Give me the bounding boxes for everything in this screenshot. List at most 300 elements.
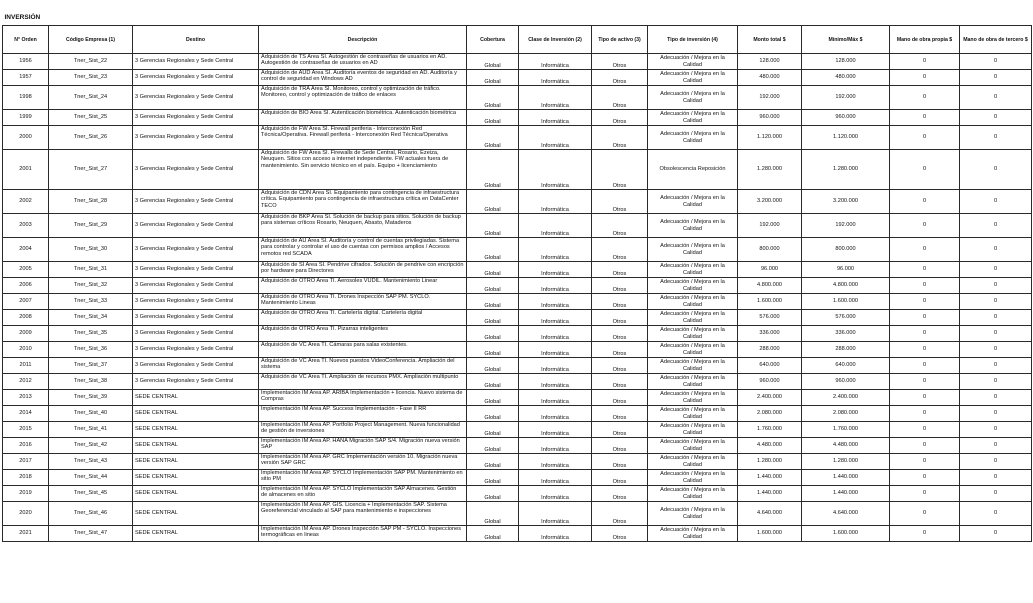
cell-investment-class: Informática	[519, 190, 592, 214]
cell-min-amount: 1.280.000	[802, 454, 890, 470]
cell-asset-type: Otros	[592, 470, 648, 486]
cell-investment-class: Informática	[519, 126, 592, 150]
cell-labor-third: 0	[960, 422, 1032, 438]
cell-destination: SEDE CENTRAL	[133, 406, 259, 422]
cell-labor-third: 0	[960, 262, 1032, 278]
table-row	[3, 342, 1032, 358]
cell-total-amount: 1.280.000	[738, 454, 802, 470]
cell-total-amount: 4.640.000	[738, 502, 802, 526]
cell-row-number: 2012	[3, 374, 49, 390]
cell-labor-own: 0	[890, 390, 960, 406]
cell-labor-own: 0	[890, 86, 960, 110]
cell-company-code: Tner_Sist_26	[49, 126, 133, 150]
cell-row-number: 1998	[3, 86, 49, 110]
cell-description: Adquisición de OTRO Area TI. Aerosoles VUDIL. Mantenimiento Linear	[259, 278, 467, 294]
cell-labor-own: 0	[890, 238, 960, 262]
header-labor-own: Mano de obra propia $	[890, 26, 960, 54]
header-inv-type: Tipo de inversión (4)	[648, 26, 738, 54]
cell-investment-class: Informática	[519, 110, 592, 126]
cell-coverage: Global	[467, 214, 519, 238]
cell-coverage: Global	[467, 86, 519, 110]
cell-company-code: Tner_Sist_37	[49, 358, 133, 374]
cell-destination: 3 Gerencias Regionales y Sede Central	[133, 126, 259, 150]
cell-min-amount: 288.000	[802, 342, 890, 358]
cell-description: Adquisición de FW Area SI. Firewall periferia - Interconexión Red Técnica/Operativa. Firewall periferia - Interconexión Red Técnica/Operativa	[259, 126, 467, 150]
cell-coverage: Global	[467, 390, 519, 406]
cell-investment-class: Informática	[519, 438, 592, 454]
cell-total-amount: 3.200.000	[738, 190, 802, 214]
cell-labor-third: 0	[960, 54, 1032, 70]
cell-company-code: Tner_Sist_34	[49, 310, 133, 326]
cell-total-amount: 192.000	[738, 214, 802, 238]
cell-destination: 3 Gerencias Regionales y Sede Central	[133, 342, 259, 358]
cell-min-amount: 2.080.000	[802, 406, 890, 422]
table-row	[3, 294, 1032, 310]
cell-total-amount: 1.760.000	[738, 422, 802, 438]
cell-investment-type: Adecuación / Mejora en la Calidad	[648, 126, 738, 150]
cell-labor-own: 0	[890, 214, 960, 238]
cell-investment-type: Adecuación / Mejora en la Calidad	[648, 310, 738, 326]
cell-row-number: 2009	[3, 326, 49, 342]
cell-total-amount: 192.000	[738, 86, 802, 110]
cell-company-code: Tner_Sist_27	[49, 150, 133, 190]
cell-description: Implementación IM Area AP. GRC Implementación versión 10. Migración nueva versión SAP GRC	[259, 454, 467, 470]
cell-labor-own: 0	[890, 278, 960, 294]
cell-destination: 3 Gerencias Regionales y Sede Central	[133, 278, 259, 294]
cell-min-amount: 1.600.000	[802, 294, 890, 310]
cell-investment-class: Informática	[519, 262, 592, 278]
cell-investment-class: Informática	[519, 310, 592, 326]
cell-total-amount: 2.400.000	[738, 390, 802, 406]
cell-labor-third: 0	[960, 126, 1032, 150]
cell-company-code: Tner_Sist_33	[49, 294, 133, 310]
cell-destination: SEDE CENTRAL	[133, 526, 259, 542]
table-row	[3, 278, 1032, 294]
cell-coverage: Global	[467, 502, 519, 526]
cell-coverage: Global	[467, 110, 519, 126]
cell-labor-own: 0	[890, 502, 960, 526]
cell-min-amount: 192.000	[802, 214, 890, 238]
cell-coverage: Global	[467, 278, 519, 294]
cell-total-amount: 800.000	[738, 238, 802, 262]
cell-labor-third: 0	[960, 310, 1032, 326]
cell-investment-type: Adecuación / Mejora en la Calidad	[648, 526, 738, 542]
cell-destination: 3 Gerencias Regionales y Sede Central	[133, 214, 259, 238]
cell-company-code: Tner_Sist_29	[49, 214, 133, 238]
cell-destination: 3 Gerencias Regionales y Sede Central	[133, 262, 259, 278]
cell-asset-type: Otros	[592, 390, 648, 406]
table-row	[3, 470, 1032, 486]
cell-description: Adquisición de VC Area TI. Ampliación de recursos PMX. Ampliación multipunto	[259, 374, 467, 390]
cell-investment-class: Informática	[519, 422, 592, 438]
table-row	[3, 374, 1032, 390]
cell-row-number: 2014	[3, 406, 49, 422]
cell-description: Implementación IM Area AP. Success Implementación - Fase II RR	[259, 406, 467, 422]
cell-row-number: 2006	[3, 278, 49, 294]
cell-min-amount: 4.480.000	[802, 438, 890, 454]
cell-description: Adquisición de AU Area SI. Auditoría y control de cuentas privilegiadas. Sistema para controlar y controlar el uso de cuentas con permisos amplios / Accesos remotos red SCADA	[259, 238, 467, 262]
cell-destination: 3 Gerencias Regionales y Sede Central	[133, 294, 259, 310]
cell-min-amount: 1.280.000	[802, 150, 890, 190]
cell-row-number: 2013	[3, 390, 49, 406]
cell-investment-class: Informática	[519, 342, 592, 358]
cell-labor-own: 0	[890, 438, 960, 454]
cell-asset-type: Otros	[592, 262, 648, 278]
cell-row-number: 2019	[3, 486, 49, 502]
cell-asset-type: Otros	[592, 190, 648, 214]
cell-destination: 3 Gerencias Regionales y Sede Central	[133, 310, 259, 326]
table-row	[3, 126, 1032, 150]
cell-labor-own: 0	[890, 470, 960, 486]
cell-investment-class: Informática	[519, 214, 592, 238]
cell-total-amount: 480.000	[738, 70, 802, 86]
cell-total-amount: 960.000	[738, 110, 802, 126]
cell-destination: 3 Gerencias Regionales y Sede Central	[133, 190, 259, 214]
cell-asset-type: Otros	[592, 238, 648, 262]
cell-min-amount: 192.000	[802, 86, 890, 110]
cell-company-code: Tner_Sist_39	[49, 390, 133, 406]
table-row	[3, 262, 1032, 278]
cell-investment-type: Adecuación / Mejora en la Calidad	[648, 374, 738, 390]
cell-investment-class: Informática	[519, 54, 592, 70]
cell-description: Adquisición de BKP Area SI. Solución de backup para sitios. Solución de backup para sistemas críticos Rosario, Neuquen, Abasto, Mataderos	[259, 214, 467, 238]
table-row	[3, 110, 1032, 126]
cell-total-amount: 1.600.000	[738, 526, 802, 542]
cell-min-amount: 640.000	[802, 358, 890, 374]
cell-description: Adquisición de TS Area SI. Autogestión de contraseñas de usuarios en AD. Autogestión de contraseñas de usuarios en AD	[259, 54, 467, 70]
cell-description: Adquisición de OTRO Area TI. Drones Inspección SAP PM. SYCLO. Mantenimiento Lineas	[259, 294, 467, 310]
cell-row-number: 1956	[3, 54, 49, 70]
cell-company-code: Tner_Sist_25	[49, 110, 133, 126]
cell-coverage: Global	[467, 342, 519, 358]
cell-row-number: 2001	[3, 150, 49, 190]
cell-investment-type: Adecuación / Mejora en la Calidad	[648, 486, 738, 502]
cell-labor-own: 0	[890, 406, 960, 422]
cell-row-number: 2011	[3, 358, 49, 374]
cell-investment-class: Informática	[519, 526, 592, 542]
header-amount-min: Mínimo/Máx $	[802, 26, 890, 54]
cell-investment-type: Adecuación / Mejora en la Calidad	[648, 390, 738, 406]
cell-description: Adquisición de VC Area TI. Nuevos puestos VideoConferencia. Ampliación del sistema	[259, 358, 467, 374]
cell-asset-type: Otros	[592, 358, 648, 374]
cell-coverage: Global	[467, 310, 519, 326]
cell-investment-type: Obsolescencia Reposición	[648, 150, 738, 190]
cell-destination: SEDE CENTRAL	[133, 454, 259, 470]
header-desc: Descripción	[259, 26, 467, 54]
cell-asset-type: Otros	[592, 438, 648, 454]
cell-investment-class: Informática	[519, 358, 592, 374]
cell-labor-third: 0	[960, 342, 1032, 358]
cell-labor-own: 0	[890, 126, 960, 150]
table-row	[3, 406, 1032, 422]
cell-investment-class: Informática	[519, 390, 592, 406]
cell-description: Adquisición de BIO Area SI. Autenticación biométrica. Autenticación biométrica	[259, 110, 467, 126]
investment-table	[2, 12, 1032, 542]
cell-min-amount: 1.760.000	[802, 422, 890, 438]
cell-total-amount: 576.000	[738, 310, 802, 326]
cell-labor-own: 0	[890, 294, 960, 310]
cell-min-amount: 1.440.000	[802, 486, 890, 502]
cell-coverage: Global	[467, 470, 519, 486]
cell-row-number: 2003	[3, 214, 49, 238]
cell-description: Adquisición de OTRO Area TI. Pizarras inteligentes	[259, 326, 467, 342]
cell-total-amount: 1.280.000	[738, 150, 802, 190]
cell-investment-type: Adecuación / Mejora en la Calidad	[648, 422, 738, 438]
cell-labor-own: 0	[890, 262, 960, 278]
cell-coverage: Global	[467, 54, 519, 70]
cell-investment-type: Adecuación / Mejora en la Calidad	[648, 294, 738, 310]
cell-labor-own: 0	[890, 526, 960, 542]
cell-min-amount: 960.000	[802, 374, 890, 390]
cell-labor-third: 0	[960, 406, 1032, 422]
cell-total-amount: 4.480.000	[738, 438, 802, 454]
sheet-title: INVERSIÓN	[4, 14, 41, 22]
cell-row-number: 2007	[3, 294, 49, 310]
table-row	[3, 214, 1032, 238]
cell-company-code: Tner_Sist_32	[49, 278, 133, 294]
cell-destination: 3 Gerencias Regionales y Sede Central	[133, 358, 259, 374]
cell-investment-class: Informática	[519, 470, 592, 486]
cell-investment-type: Adecuación / Mejora en la Calidad	[648, 86, 738, 110]
table-row	[3, 238, 1032, 262]
cell-coverage: Global	[467, 294, 519, 310]
cell-company-code: Tner_Sist_30	[49, 238, 133, 262]
table-row	[3, 326, 1032, 342]
cell-description: Implementación IM Area AP. SYCLO Implementación SAP PM. Mantenimiento en sitio PM	[259, 470, 467, 486]
cell-investment-type: Adecuación / Mejora en la Calidad	[648, 342, 738, 358]
cell-labor-third: 0	[960, 454, 1032, 470]
cell-min-amount: 4.640.000	[802, 502, 890, 526]
cell-min-amount: 800.000	[802, 238, 890, 262]
table-row	[3, 150, 1032, 190]
cell-company-code: Tner_Sist_36	[49, 342, 133, 358]
cell-row-number: 2002	[3, 190, 49, 214]
table-row	[3, 86, 1032, 110]
cell-asset-type: Otros	[592, 126, 648, 150]
table-row	[3, 190, 1032, 214]
cell-labor-third: 0	[960, 358, 1032, 374]
cell-labor-own: 0	[890, 70, 960, 86]
cell-asset-type: Otros	[592, 422, 648, 438]
cell-total-amount: 1.440.000	[738, 486, 802, 502]
cell-company-code: Tner_Sist_38	[49, 374, 133, 390]
cell-total-amount: 336.000	[738, 326, 802, 342]
cell-min-amount: 1.440.000	[802, 470, 890, 486]
cell-labor-own: 0	[890, 54, 960, 70]
cell-destination: 3 Gerencias Regionales y Sede Central	[133, 86, 259, 110]
cell-investment-class: Informática	[519, 294, 592, 310]
cell-investment-type: Adecuación / Mejora en la Calidad	[648, 238, 738, 262]
table-row	[3, 486, 1032, 502]
cell-total-amount: 4.800.000	[738, 278, 802, 294]
cell-investment-class: Informática	[519, 70, 592, 86]
cell-investment-type: Adecuación / Mejora en la Calidad	[648, 438, 738, 454]
cell-labor-third: 0	[960, 486, 1032, 502]
cell-asset-type: Otros	[592, 70, 648, 86]
cell-asset-type: Otros	[592, 406, 648, 422]
cell-min-amount: 576.000	[802, 310, 890, 326]
cell-row-number: 2016	[3, 438, 49, 454]
cell-destination: 3 Gerencias Regionales y Sede Central	[133, 238, 259, 262]
cell-company-code: Tner_Sist_35	[49, 326, 133, 342]
cell-labor-third: 0	[960, 294, 1032, 310]
cell-description: Adquisición de FW Area SI. Firewalls de Sede Central, Rosario, Ezeiza, Neuquen. Sitios con acceso a internet independiente. FW actuales fuera de mantenimiento. Sin servicio técnico en el país. Equipo + licenciamiento	[259, 150, 467, 190]
cell-asset-type: Otros	[592, 486, 648, 502]
cell-asset-type: Otros	[592, 86, 648, 110]
cell-investment-type: Adecuación / Mejora en la Calidad	[648, 190, 738, 214]
table-row	[3, 502, 1032, 526]
cell-company-code: Tner_Sist_46	[49, 502, 133, 526]
cell-labor-own: 0	[890, 326, 960, 342]
cell-description: Adquisición de VC Area TI. Cámaras para salas existentes.	[259, 342, 467, 358]
cell-total-amount: 640.000	[738, 358, 802, 374]
cell-min-amount: 480.000	[802, 70, 890, 86]
cell-row-number: 2018	[3, 470, 49, 486]
cell-investment-type: Adecuación / Mejora en la Calidad	[648, 502, 738, 526]
cell-destination: 3 Gerencias Regionales y Sede Central	[133, 374, 259, 390]
cell-investment-type: Adecuación / Mejora en la Calidad	[648, 262, 738, 278]
cell-labor-third: 0	[960, 526, 1032, 542]
cell-row-number: 2020	[3, 502, 49, 526]
table-row	[3, 54, 1032, 70]
cell-total-amount: 288.000	[738, 342, 802, 358]
table-row	[3, 438, 1032, 454]
cell-labor-third: 0	[960, 86, 1032, 110]
cell-destination: SEDE CENTRAL	[133, 502, 259, 526]
cell-labor-own: 0	[890, 486, 960, 502]
table-row	[3, 70, 1032, 86]
cell-total-amount: 1.440.000	[738, 470, 802, 486]
cell-labor-own: 0	[890, 110, 960, 126]
cell-destination: 3 Gerencias Regionales y Sede Central	[133, 70, 259, 86]
cell-company-code: Tner_Sist_45	[49, 486, 133, 502]
cell-labor-third: 0	[960, 150, 1032, 190]
cell-destination: 3 Gerencias Regionales y Sede Central	[133, 110, 259, 126]
cell-row-number: 2008	[3, 310, 49, 326]
cell-company-code: Tner_Sist_28	[49, 190, 133, 214]
cell-destination: SEDE CENTRAL	[133, 438, 259, 454]
cell-total-amount: 1.120.000	[738, 126, 802, 150]
cell-asset-type: Otros	[592, 526, 648, 542]
cell-investment-class: Informática	[519, 454, 592, 470]
cell-investment-type: Adecuación / Mejora en la Calidad	[648, 54, 738, 70]
cell-destination: 3 Gerencias Regionales y Sede Central	[133, 150, 259, 190]
cell-company-code: Tner_Sist_47	[49, 526, 133, 542]
cell-min-amount: 3.200.000	[802, 190, 890, 214]
cell-row-number: 1999	[3, 110, 49, 126]
cell-asset-type: Otros	[592, 454, 648, 470]
cell-description: Adquisición de AUD Area SI. Auditoría eventos de seguridad en AD. Auditoría y control de seguridad en Windows AD	[259, 70, 467, 86]
header-num: N° Orden	[3, 26, 49, 54]
cell-min-amount: 4.800.000	[802, 278, 890, 294]
cell-coverage: Global	[467, 150, 519, 190]
header-asset-type: Tipo de activo (3)	[592, 26, 648, 54]
cell-coverage: Global	[467, 238, 519, 262]
cell-investment-type: Adecuación / Mejora en la Calidad	[648, 110, 738, 126]
cell-destination: 3 Gerencias Regionales y Sede Central	[133, 326, 259, 342]
cell-description: Implementación IM Area AP. Portfolio Project Management. Nueva funcionalidad de gestión de inversiones	[259, 422, 467, 438]
cell-company-code: Tner_Sist_22	[49, 54, 133, 70]
cell-labor-own: 0	[890, 454, 960, 470]
cell-coverage: Global	[467, 126, 519, 150]
cell-labor-own: 0	[890, 310, 960, 326]
cell-labor-third: 0	[960, 110, 1032, 126]
table-body	[3, 54, 1032, 542]
cell-asset-type: Otros	[592, 342, 648, 358]
cell-labor-third: 0	[960, 70, 1032, 86]
cell-asset-type: Otros	[592, 374, 648, 390]
cell-row-number: 2010	[3, 342, 49, 358]
cell-investment-type: Adecuación / Mejora en la Calidad	[648, 278, 738, 294]
cell-min-amount: 1.120.000	[802, 126, 890, 150]
cell-company-code: Tner_Sist_24	[49, 86, 133, 110]
cell-labor-own: 0	[890, 190, 960, 214]
header-coverage: Cobertura	[467, 26, 519, 54]
cell-investment-class: Informática	[519, 406, 592, 422]
cell-row-number: 2000	[3, 126, 49, 150]
cell-total-amount: 960.000	[738, 374, 802, 390]
cell-destination: SEDE CENTRAL	[133, 470, 259, 486]
cell-destination: 3 Gerencias Regionales y Sede Central	[133, 54, 259, 70]
cell-company-code: Tner_Sist_42	[49, 438, 133, 454]
table-row	[3, 526, 1032, 542]
cell-description: Implementación IM Area AP. ARIBA Implementación + licencia. Nuevo sistema de Compras	[259, 390, 467, 406]
cell-destination: SEDE CENTRAL	[133, 390, 259, 406]
cell-destination: SEDE CENTRAL	[133, 486, 259, 502]
cell-description: Adquisición de OTRO Area TI. Cartelería digital. Cartelería digital	[259, 310, 467, 326]
cell-labor-third: 0	[960, 470, 1032, 486]
cell-description: Adquisición de TRA Area SI. Monitoreo, control y optimización de tráfico. Monitoreo, control y optimización de tráfico de enlaces	[259, 86, 467, 110]
cell-labor-own: 0	[890, 342, 960, 358]
cell-min-amount: 336.000	[802, 326, 890, 342]
cell-row-number: 2015	[3, 422, 49, 438]
cell-investment-type: Adecuación / Mejora en la Calidad	[648, 326, 738, 342]
header-code: Código Empresa (1)	[49, 26, 133, 54]
cell-asset-type: Otros	[592, 110, 648, 126]
cell-destination: SEDE CENTRAL	[133, 422, 259, 438]
table-row	[3, 454, 1032, 470]
cell-investment-type: Adecuación / Mejora en la Calidad	[648, 406, 738, 422]
cell-row-number: 2017	[3, 454, 49, 470]
cell-total-amount: 2.080.000	[738, 406, 802, 422]
cell-labor-third: 0	[960, 438, 1032, 454]
cell-coverage: Global	[467, 438, 519, 454]
cell-min-amount: 2.400.000	[802, 390, 890, 406]
cell-description: Adquisición de CDN Area SI. Equipamiento para contingencia de infraestructura crítica. Equipamiento para contingencia de infraestructura crítica en DataCenter TECO	[259, 190, 467, 214]
cell-investment-type: Adecuación / Mejora en la Calidad	[648, 70, 738, 86]
table-row	[3, 310, 1032, 326]
cell-labor-third: 0	[960, 326, 1032, 342]
header-amount: Monto total $	[738, 26, 802, 54]
cell-coverage: Global	[467, 526, 519, 542]
cell-investment-class: Informática	[519, 150, 592, 190]
cell-investment-class: Informática	[519, 238, 592, 262]
cell-labor-third: 0	[960, 214, 1032, 238]
cell-investment-class: Informática	[519, 278, 592, 294]
cell-asset-type: Otros	[592, 326, 648, 342]
cell-coverage: Global	[467, 358, 519, 374]
cell-coverage: Global	[467, 326, 519, 342]
cell-company-code: Tner_Sist_40	[49, 406, 133, 422]
cell-labor-third: 0	[960, 278, 1032, 294]
cell-labor-third: 0	[960, 374, 1032, 390]
cell-investment-class: Informática	[519, 86, 592, 110]
cell-asset-type: Otros	[592, 214, 648, 238]
cell-asset-type: Otros	[592, 310, 648, 326]
header-inv-class: Clase de Inversión (2)	[519, 26, 592, 54]
cell-coverage: Global	[467, 406, 519, 422]
cell-investment-class: Informática	[519, 374, 592, 390]
